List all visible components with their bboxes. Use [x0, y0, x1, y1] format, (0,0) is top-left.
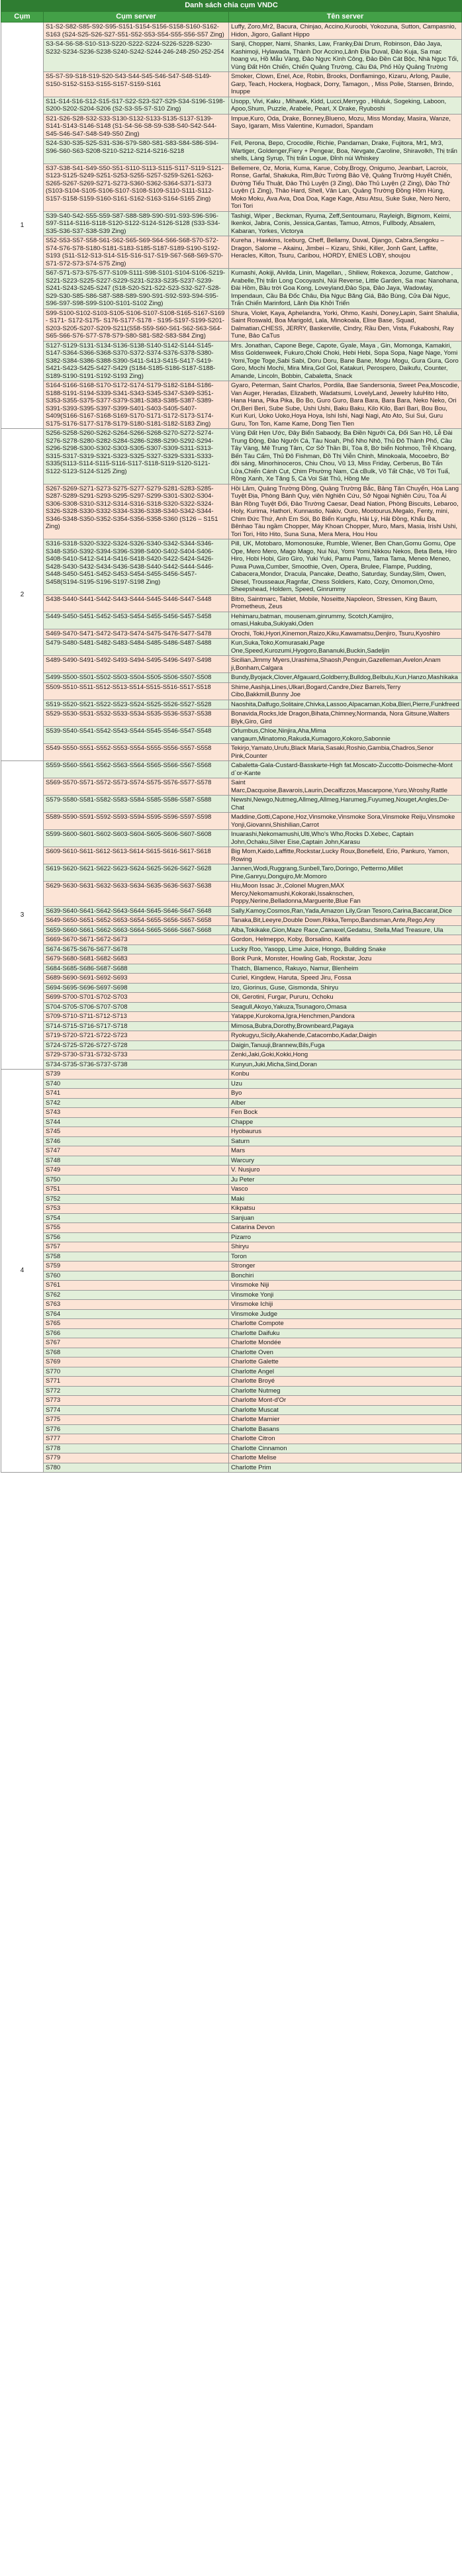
server-list-cell: S744 — [44, 1117, 229, 1127]
server-names-cell: Fen Bock — [229, 1108, 462, 1118]
server-names-cell: Fell, Perona, Bepo, Crocodile, Richie, Pandaman, Drake, Fujitora, Mr1, Mr3, Wartiger, Goldenger,Fiery + Pengear, Boa, Nevgate,Caroline, Shiravolkh, Thị trấn shells, Làng Syrup, Thị trấn Logue, Đỉnh núi Whiskey — [229, 139, 462, 164]
table-row — [1, 1415, 462, 1425]
table-title: Danh sách chia cụm VNDC — [1, 1, 462, 12]
table-row — [1, 964, 462, 974]
table-row — [1, 1309, 462, 1319]
table-row — [1, 1175, 462, 1185]
table-row — [1, 236, 462, 269]
server-names-cell: Sanji, Chopper, Nami, Shanks, Law, Franky,Đài Drum, Robinson, Đảo Jaya, Kashimoji, Hylawada, Thành Dor Accino,Lãnh Địa Duval, Đảo Kuja, Sa mạc hoang vu, Hồ Mẫu Vàng, Đảo Ngực Kình Công, Đảo Đền Cát Bộc, Nhà Ngục Tối, Vùng Đất Hôn Chiến, Chiến Quảng Trường, Cầu Đá, Phố Hủy Quảng Trường — [229, 40, 462, 72]
table-row — [1, 1271, 462, 1281]
server-list-cell: S99-S100-S102-S103-S105-S106-S107-S108-S165-S167-S169 - S171- S172-S175- S176-S177-S178 - S195-S197-S199-S201-S203-S205-S207-S209-S211(S58-S59-S60-S61-S62-S63-S64-S65-S66-S76-S77-S78-S79-S80-S81-S82-S83-S84 Zing) — [44, 308, 229, 341]
table-row — [1, 673, 462, 683]
server-list-cell: S11-S14-S16-S12-S15-S17-S22-S23-S27-S29-S34-S196-S198-S200-S202-S204-S206 (S2-S3-S5-S7-S10 Zing) — [44, 97, 229, 114]
server-names-cell: Vinsmoke Ichiji — [229, 1300, 462, 1310]
server-list-cell: S39-S40-S42-S55-S59-S87-S88-S89-S90-S91-S93-S96-S96-S97-S114-S116-S118-S120-S122-S124-S126-S128 (S33-S34-S35-S36-S37-S38-S39 Zing) — [44, 211, 229, 236]
server-list-cell: S67-S71-S73-S75-S77-S109-S111-S98-S101-S104-S106-S219-S221-S223-S225-S227-S229-S231-S233-S235-S237-S239-S241-S243-S245-S247 (S18-S20-S21-S22-S23-S32-S27-S28-S29-S30-S85-S86-S87-S88-S89-S90-S91-S92-S93-S94-S95-S96-S97-S98-S99-S100-S101-S102 Zing) — [44, 269, 229, 309]
table-row — [1, 40, 462, 72]
table-row — [1, 429, 462, 484]
server-list-cell: S699-S700-S701-S702-S703 — [44, 993, 229, 1003]
server-names-cell: Toron — [229, 1252, 462, 1262]
table-row — [1, 1146, 462, 1156]
server-list-cell: S52-S53-S57-S58-S61-S62-S65-S69-S64-S66-S68-S70-S72-S74-S76-S78-S180-S181-S183-S185-S187-S189-S190-S192-S193 (S11-S12-S13-S14-S15-S16-S17-S19-S67-S68-S69-S70-S71-S72-S73-S74-S75 Zing) — [44, 236, 229, 269]
table-row — [1, 1089, 462, 1099]
server-list-cell: S776 — [44, 1424, 229, 1434]
table-row — [1, 925, 462, 935]
server-list-cell: S778 — [44, 1444, 229, 1453]
server-names-cell: Yatappe,Kurokoma,Igra,Henchmen,Pandora — [229, 1012, 462, 1022]
server-names-cell: Shura, Violet, Kaya, Aphelandra, Yorki, Ohmo, Kashi, Doney,Lapin, Saint Shalulia, Saint Roswald, Boa Marigold, Lala, Minokoala, Elise Base, Squad, Dalmatian,CHESS, JERRY, Baskerville, Cindry, Rầu Đen, Vista, Fukaboshi, Ray Tune, Bảo CaTus — [229, 308, 462, 341]
server-names-cell: Stronger — [229, 1262, 462, 1271]
table-row — [1, 813, 462, 830]
server-names-cell: Izo, Giorinus, Guse, Gismonda, Shiryu — [229, 983, 462, 993]
server-names-cell: Maki — [229, 1194, 462, 1204]
server-names-cell: Luffy, Zoro,Mr2, Bacura, Chinjao, Accino,Kuroobi, Yokozuna, Sutton, Campasnio, Hidon, Jigoro, Gallant Hippo — [229, 23, 462, 40]
table-row — [1, 1127, 462, 1137]
table-row — [1, 906, 462, 916]
server-names-cell: Charlotte Nutmeg — [229, 1386, 462, 1396]
server-list-cell: S751 — [44, 1185, 229, 1195]
server-list-cell: S743 — [44, 1108, 229, 1118]
server-list-cell: S24-S30-S35-S25-S31-S36-S79-S80-S81-S83-S84-S86-S94-S96-S60-S63-S208-S210-S212-S214-S216-S218 — [44, 139, 229, 164]
table-row — [1, 1040, 462, 1050]
server-list-cell: S37-S38-S41-S49-S50-S51-S110-S113-S115-S117-S119-S121-S123-S125-S249-S251-S253-S255-S257-S259-S261-S263-S265-S267-S269-S271-S273-S360-S362-S364-S371-S373 (S103-S104-S105-S106-S107-S108-S109-S110-S111-S112-S157-S158-S159-S160-S161-S162-S163-S164-S165 Zing) — [44, 163, 229, 211]
server-list-cell: S549-S550-S551-S552-S553-S554-S555-S556-S557-S558 — [44, 744, 229, 761]
server-names-cell: Smoker, Clown, Enel, Ace, Robin, Brooks, Donflamingo, Kizaru, Arlong, Paulie, Garp, Teach, Hockera, Hogback, Dorry, Tamagon, , Miss Polie, Stansen, Brindo, Inuppe — [229, 72, 462, 97]
server-list-cell: S684-S685-S686-S687-S688 — [44, 964, 229, 974]
server-list-cell: S756 — [44, 1232, 229, 1242]
server-names-cell: Daigin,Tanuuji,Brannew,Bils,Fuga — [229, 1040, 462, 1050]
table-row — [1, 484, 462, 539]
table-row — [1, 1386, 462, 1396]
server-list-cell: S509-S510-S511-S512-S513-S514-S515-S516-S517-S518 — [44, 682, 229, 700]
server-names-cell: Charlotte Daifuku — [229, 1328, 462, 1338]
server-names-cell: Bellemere, Oz, Moria, Kuma, Karue, Coby,Brogy, Onigumo, Jeanbart, Lacroix, Ronse, Garfal, Shakuka, Rim,Bức Tường Bảo Vệ, Quảng Trường Huyết Chiến, Đường Tiểu Thuật, Đảo Thủ Luyện (3 Zing), Đảo Thủ Luyện (2 Zing), Đảo Thử Luyện (1 Zing), Thảo Hard, Shell, Vân Lan, Quảng Trường Đồng Hồm Hùng, Moko Moku, Ava Ava, Doa Doa, Kage Kage, Atsu Atsu, Suke Suke, Nero Nero, Tori Tori — [229, 163, 462, 211]
table-row — [1, 1002, 462, 1012]
table-row — [1, 761, 462, 778]
table-row — [1, 341, 462, 381]
server-list-cell: S479-S480-S481-S482-S483-S484-S485-S486-S487-S488 — [44, 639, 229, 656]
table-row — [1, 308, 462, 341]
server-list-cell: S764 — [44, 1309, 229, 1319]
table-row — [1, 612, 462, 629]
server-list-cell: S775 — [44, 1415, 229, 1425]
table-row — [1, 539, 462, 595]
server-names-cell: Charlotte Mondée — [229, 1338, 462, 1348]
server-names-cell: Kureha , Hawkins, Iceburg, Cheff, Bellamy, Duval, Django, Cabra,Sengoku – Dragon, Salome – Akainu, Jimbei – Kizaru, Shiki, Killer, Jonh Gant, Laffite, Heracles, Kilton, Tsuru, Caribou, HORDY, ENIES LOBY, shoujou — [229, 236, 462, 269]
table-row — [1, 1328, 462, 1338]
table-row — [1, 700, 462, 710]
header-servers: Cụm server — [44, 11, 229, 23]
server-names-cell: Charlotte Muscat — [229, 1405, 462, 1415]
table-row — [1, 974, 462, 984]
server-names-cell: Pizarro — [229, 1232, 462, 1242]
server-list-cell: S740 — [44, 1079, 229, 1089]
server-cluster-table — [1, 0, 462, 1473]
server-list-cell: S674-S675-S676-S677-S678 — [44, 944, 229, 954]
server-list-cell: S745 — [44, 1127, 229, 1137]
server-names-cell: Maddine,Gotti,Capone,Hoz,Vinsmoke,Vinsmoke Sora,Vinsmoke Reiju,Vinsmoke Yonji,Giovanni,Shishilian,Carrot — [229, 813, 462, 830]
table-row — [1, 983, 462, 993]
server-names-cell: Usopp, Vivi, Kaku , Mihawk, Kidd, Lucci,Merrygo , Hiluluk, Sogeking, Laboon, Apoo,Shum, Puzzle, Arabele, Pearl, X Drake, Ryuboshi — [229, 97, 462, 114]
server-names-cell: Tanaka,Bit,Leeyre,Double Down,Rikka,Tempo,Bandsman,Ante,Rego,Any — [229, 916, 462, 926]
server-names-cell: Byo — [229, 1089, 462, 1099]
server-list-cell: S659-S660-S661-S662-S663-S664-S665-S666-S667-S668 — [44, 925, 229, 935]
server-names-cell: Tashigi, Wiper , Beckman, Ryuma, Zeff,Sentoumaru, Rayleigh, Bigmom, Keimi, Ikenkoi, Jabra, Conis, Jessica,Gantas, Tamuo, Atmos, Fullbody, Absalem, Kabaran, Yorkes, Victorya — [229, 211, 462, 236]
server-list-cell: S755 — [44, 1223, 229, 1233]
table-row — [1, 1242, 462, 1252]
server-names-cell: Alber — [229, 1098, 462, 1108]
header-row — [1, 11, 462, 23]
table-row — [1, 1213, 462, 1223]
server-names-cell: Kun,Suka,Toko,Komurasaki,Page One,Speed,Kurozumi,Hyogoro,Bananuki,Buckin,Sadeljin — [229, 639, 462, 656]
table-row — [1, 1136, 462, 1146]
table-row — [1, 1031, 462, 1041]
server-names-cell: Charlotte Citron — [229, 1434, 462, 1444]
server-names-cell: Hiu,Moon Issac Jr.,Colonel Mugren,MAX Mercy,Nekomamushi,Kokoraki,Issaknschen, Poppy,Nerine,Belladonna,Marguerite,Blue Fan — [229, 882, 462, 907]
server-list-cell: S714-S715-S716-S717-S718 — [44, 1021, 229, 1031]
server-list-cell: S316-S318-S320-S322-S324-S326-S340-S342-S344-S346-S348-S350-S392-S394-S396-S398-S400-S402-S404-S406-S408-S410-S412-S414-S416-S418-S420-S422-S424-S426-S428-S430-S432-S434-S436-S438-S440-S442-S444-S446-S448-S450-S451-S452-S453-S454-S455-S456-S457-S458(S194-S195-S196-S197-S198 Zing) — [44, 539, 229, 595]
table-row — [1, 1300, 462, 1310]
table-row — [1, 1021, 462, 1031]
header-group: Cụm — [1, 11, 44, 23]
server-names-cell: Alba,Tokikake,Gion,Maze Race,Camaxel,Gedatsu, Stella,Mad Treasure, Ula — [229, 925, 462, 935]
server-list-cell: S760 — [44, 1271, 229, 1281]
table-row — [1, 639, 462, 656]
server-list-cell: S767 — [44, 1338, 229, 1348]
table-row — [1, 139, 462, 164]
server-names-cell: Saturn — [229, 1136, 462, 1146]
server-list-cell: S164-S166-S168-S170-S172-S174-S179-S182-S184-S186-S188-S191-S194-S339-S341-S343-S345-S347-S349-S351-S353-S355-S375-S377-S379-S381-S383-S385-S387-S389-S391-S393-S395-S397-S399-S401-S403-S405-S407-S409(S166-S167-S168-S169-S170-S171-S172-S173-S174-S175-S176-S177-S178-S179-S180-S181-S182-S183 Zing) — [44, 381, 229, 429]
table-row — [1, 796, 462, 813]
server-names-cell: Curiel, Kingdew, Haruta, Speed Jiru, Fossa — [229, 974, 462, 984]
table-row — [1, 1060, 462, 1070]
server-list-cell: S762 — [44, 1290, 229, 1300]
server-names-cell: Seagull,Akoyo,Yakuza,Tsunagoro,Omasa — [229, 1002, 462, 1012]
server-names-cell: Naoshita,Dalfugo,Solitaire,Chivka,Lassoo,Alpacaman,Koba,Bleri,Pierre,Funkfreed — [229, 700, 462, 710]
server-list-cell: S773 — [44, 1396, 229, 1406]
server-list-cell: S749 — [44, 1166, 229, 1175]
server-list-cell: S3-S4-S6-S8-S10-S13-S220-S222-S224-S226-S228-S230-S232-S234-S236-S238-S240-S242-S244-246-248-250-252-254 — [44, 40, 229, 72]
table-row — [1, 114, 462, 139]
server-names-cell: Charlotte Compote — [229, 1319, 462, 1329]
server-names-cell: Charlotte Mont-d'Or — [229, 1396, 462, 1406]
server-list-cell: S770 — [44, 1367, 229, 1377]
table-row — [1, 1281, 462, 1291]
server-names-cell: Charlotte Prim — [229, 1463, 462, 1473]
table-row — [1, 629, 462, 639]
server-list-cell: S746 — [44, 1136, 229, 1146]
server-list-cell: S766 — [44, 1328, 229, 1338]
table-row — [1, 1223, 462, 1233]
server-names-cell: Hehimaru,batman, mousenam,ginrummy, Scotch,Kamijiro, omasi,Hakuba,Sukiyaki,Oden — [229, 612, 462, 629]
server-list-cell: S761 — [44, 1281, 229, 1291]
server-names-cell: Charlotte Oven — [229, 1348, 462, 1357]
server-names-cell: Bonavida,Rocks,Ide Dragon,Bihata,Chimney,Normanda, Nora Gitsune,Walters Blyk,Giro, Gird — [229, 710, 462, 727]
server-names-cell: Orochi, Toki,Hyori,Kinemon,Raizo,Kiku,Kawamatsu,Denjiro, Tsuru,Kyoshiro — [229, 629, 462, 639]
server-list-cell: S438-S440-S441-S442-S443-S444-S445-S446-S447-S448 — [44, 594, 229, 612]
server-names-cell: Charlotte Cinnamon — [229, 1444, 462, 1453]
server-names-cell: Saint Marc,Dacquoise,Bavarois,Laurin,Decalfizzos,Mascarpone,Yuro,Wroshy,Rattle — [229, 778, 462, 796]
server-list-cell: S739 — [44, 1070, 229, 1080]
server-names-cell: Konbu — [229, 1070, 462, 1080]
server-list-cell: S21-S26-S28-S32-S33-S130-S132-S133-S135-S137-S139-S141-S143-S146-S148 (S1-S4-S6-S8-S9-S38-S40-S42-S44-S45-S46-S47-S48-S49-S50 Zing) — [44, 114, 229, 139]
server-list-cell: S742 — [44, 1098, 229, 1108]
server-names-cell: Chappe — [229, 1117, 462, 1127]
table-row — [1, 954, 462, 964]
server-list-cell: S757 — [44, 1242, 229, 1252]
table-row — [1, 916, 462, 926]
table-row — [1, 830, 462, 847]
server-names-cell: Vasco — [229, 1185, 462, 1195]
server-list-cell: S256-S258-S260-S262-S264-S266-S268-S270-S272-S274-S276-S278-S280-S282-S284-S286-S288-S290-S292-S294-S296-S298-S300-S302-S303-S305-S307-S309-S311-S313-S315-S317-S319-S321-S323-S325-S327-S329-S331-S333-S335(S113-S114-S115-S116-S117-S118-S119-S120-S121-S122-S123-S124-S125 Zing) — [44, 429, 229, 484]
server-list-cell: S741 — [44, 1089, 229, 1099]
server-list-cell: S747 — [44, 1146, 229, 1156]
server-names-cell: V. Nusjuro — [229, 1166, 462, 1175]
server-list-cell: S469-S470-S471-S472-S473-S474-S475-S476-S477-S478 — [44, 629, 229, 639]
server-list-cell: S694-S695-S696-S697-S698 — [44, 983, 229, 993]
server-list-cell: S777 — [44, 1434, 229, 1444]
table-row — [1, 935, 462, 945]
table-row — [1, 1444, 462, 1453]
server-names-cell: Thatch, Blamenco, Rakuyo, Namur, Blenheim — [229, 964, 462, 974]
server-list-cell: S689-S690-S691-S692-S693 — [44, 974, 229, 984]
server-names-cell: Vinsmoke Yonji — [229, 1290, 462, 1300]
server-names-cell: Charlotte Melise — [229, 1453, 462, 1463]
server-names-cell: Mrs. Jonathan, Capone Bege, Capote, Gyale, Maya , Gin, Momonga, Kamakiri, Miss Goldenweek, Fukuro,Choki Choki, Hebi Hebi, Sopa Sopa, Nage Nage, Yomi Yomi,Toge Toge,Sabi Sabi, Doru Doru, Bane Bane, Mogu Mogu, Gura Gura, Goro Goro, Mochi Mochi, Mira Mira,Gol Gol, Katakuri, Perospero, Daikufu, Counter, Amande, Lincoln, Bobbin, Cabaletta, Snack — [229, 341, 462, 381]
table-row — [1, 1262, 462, 1271]
server-names-cell: Vùng Đất Hẹn Ước, Đây Biển Sabaody, Ba Điền Ngưỡi Cá, Đối San Hồ, Lễ Đài Trung Động, Đảo Ngưởi Cá, Tàu Noah, Phố Nho Nhô, Thủ Đô Thành Phố, Cầu Tây Vàng, Mê Trung Tâm, Cơ Sở Thần Bí, Tòa 8, Bờ biển Nohmoo, Trễ Khoang, Bến Tàu Cấm, Thủ Đô Fishman, Đồ Thị Viễn Chinh, Minokoala, Mocoebro, Bờ đồi sáng, Minorhinoceros, Chiu Chou, Vũ 13, Miss Friday, Cerberus, Bò Tấn Lửa,Chiến Cánh Cụt, Chim Phường Nam, Cá cBulk, Võ Tất Chặc, Võ Tới Tuấ, Rồng Xanh, Xe Tăng 5, Cá Voi Sát Thủ, Hồng Me — [229, 429, 462, 484]
group-label: 4 — [1, 1070, 44, 1473]
server-list-cell: S489-S490-S491-S492-S493-S494-S495-S496-S497-S498 — [44, 656, 229, 673]
table-row — [1, 864, 462, 882]
server-names-cell: Bitro, Saintmarc, Tablet, Mobile, Noseitte,Napoleon, Stressen, King Baum, Prometheus, Zeus — [229, 594, 462, 612]
server-list-cell: S1-S2-S82-S85-S92-S95-S151-S154-S156-S158-S160-S162-S163 (S24-S25-S26-S27-S51-S52-S53-S54-S55-S56-S57 Zing) — [44, 23, 229, 40]
server-names-cell: Ryokugyu,Sicily,Akahende,Catacombo,Kadar,Daigin — [229, 1031, 462, 1041]
table-row — [1, 97, 462, 114]
server-list-cell: S629-S630-S631-S632-S633-S634-S635-S636-S637-S638 — [44, 882, 229, 907]
server-list-cell: S589-S590-S591-S592-S593-S594-S595-S596-S597-S598 — [44, 813, 229, 830]
server-names-cell: Mars — [229, 1146, 462, 1156]
table-row — [1, 1156, 462, 1166]
server-list-cell: S639-S640-S641-S642-S643-S644-S645-S646-S647-S648 — [44, 906, 229, 916]
server-names-cell: Zenki,Jaki,Goki,Kokki,Hong — [229, 1050, 462, 1060]
server-names-cell: Pill, UK, Motobaro, Momonosuke, Rumble, Wiener, Ben Chan,Gomu Gomu, Ope Ope, Mero Mero, Mago Mago, Nui Nui, Yomi Yomi,Nikkou Nekos, Beta Beta, Hiro Hiro, Hobi Hobi, Giro Giro, Yuki Yuki, Pamu Pamu, Tama Tama, Meneo Meneo, Puwa Puwa,Cumber, Smoothie, Oven, Opera, Brulee, Flampe, Pudding, Cabacera,Mondor, Dracula, Pancake, Deatho, Saturday, Sunday,Slim, Owen, Diesel, Trousseaux,Ragnfar, Chess Soldiers, Kato, Cozy, Omomon,Omo, Sheepshead, Holdem, Speed, Ginrummy — [229, 539, 462, 595]
server-names-cell: Uzu — [229, 1079, 462, 1089]
server-names-cell: Jannen,Wodi,Ruggrang,Sunbell,Taro,Doringo, Pettermo,Millet Pine,Ganryu,Dongujro,Mr.Momoro — [229, 864, 462, 882]
server-list-cell: S679-S680-S681-S682-S683 — [44, 954, 229, 964]
server-names-cell: Gordon, Helmeppo, Koby, Borsalino, Kalifa — [229, 935, 462, 945]
table-row — [1, 1424, 462, 1434]
group-label: 3 — [1, 761, 44, 1070]
table-row — [1, 882, 462, 907]
table-row — [1, 1357, 462, 1367]
table-row — [1, 656, 462, 673]
table-row — [1, 1338, 462, 1348]
table-row — [1, 1405, 462, 1415]
server-names-cell: Kumashi, Aokiji, Alvilda, Linin, Magellan, , Shiliew, Rokexca, Jozume, Gatchow , Arabelle,Thị trấn Long Cocoyashi, Núi Reverse, Little Garden, Sa mạc Nanohana, Đài Hồm, Bầu trời Goa Kong, Loveyland,Đảo Spa, Đảo Jaya, Wadowlay, Impendaun, Cầu Bá Đốc Châu, Địa Ngục Băng Giá, Bão Bùng, Cửa Đài Ngục, Trấn Chiến Marinford, Lãnh Địa Khởi Triển — [229, 269, 462, 309]
server-names-cell: Sanjuan — [229, 1213, 462, 1223]
server-list-cell: S449-S450-S451-S452-S453-S454-S455-S456-S457-S458 — [44, 612, 229, 629]
server-names-cell: Vinsmoke Niji — [229, 1281, 462, 1291]
table-row — [1, 944, 462, 954]
server-list-cell: S579-S580-S581-S582-S583-S584-S585-S586-S587-S588 — [44, 796, 229, 813]
table-row — [1, 1108, 462, 1118]
server-list-cell: S127-S129-S131-S134-S136-S138-S140-S142-S144-S145-S147-S364-S366-S368-S370-S372-S374-S376-S378-S380-S382-S384-S386-S388-S390-S411-S413-S415-S417-S419-S421-S423-S425-S427-S429 (S184-S185-S186-S187-S188-S189-S190-S191-S192-S193 Zing) — [44, 341, 229, 381]
server-names-cell: Vinsmoke Judge — [229, 1309, 462, 1319]
server-list-cell: S719-S720-S721-S722-S723 — [44, 1031, 229, 1041]
server-list-cell: S729-S730-S731-S732-S733 — [44, 1050, 229, 1060]
server-names-cell: Oli, Gerotini, Furgar, Pururu, Ochoku — [229, 993, 462, 1003]
server-list-cell: S769 — [44, 1357, 229, 1367]
server-list-cell: S619-S620-S621-S622-S623-S624-S625-S626-S627-S628 — [44, 864, 229, 882]
table-row — [1, 1367, 462, 1377]
server-list-cell: S779 — [44, 1453, 229, 1463]
server-names-cell: Bonchiri — [229, 1271, 462, 1281]
server-names-cell: Charlotte Broyé — [229, 1377, 462, 1387]
server-names-cell: Big Mom,Kaido,Laffitte,Rockstar,Lucky Roux,Bonefield, Erio, Pankuro, Yamon, Rowing — [229, 847, 462, 864]
server-names-cell: Newshi,Newgo,Nutmeg,Allmeg,Allmeg,Harumeg,Fuyumeg,Nouget,Angles,De-Chat — [229, 796, 462, 813]
table-row — [1, 1232, 462, 1242]
table-row — [1, 1434, 462, 1444]
server-list-cell: S5-S7-S9-S18-S19-S20-S43-S44-S45-S46-S47-S48-S149-S150-S152-S153-S155-S157-S159-S161 — [44, 72, 229, 97]
server-list-cell: S780 — [44, 1463, 229, 1473]
table-row — [1, 1012, 462, 1022]
server-names-cell: Catarina Devon — [229, 1223, 462, 1233]
server-list-cell: S599-S600-S601-S602-S603-S604-S605-S606-S607-S608 — [44, 830, 229, 847]
server-list-cell: S649-S650-S651-S652-S653-S654-S655-S656-S657-S658 — [44, 916, 229, 926]
server-list-cell: S750 — [44, 1175, 229, 1185]
server-names-cell: Hyobaurus — [229, 1127, 462, 1137]
server-list-cell: S774 — [44, 1405, 229, 1415]
group-label: 2 — [1, 429, 44, 761]
table-row — [1, 847, 462, 864]
table-row — [1, 1194, 462, 1204]
table-row — [1, 727, 462, 744]
table-row — [1, 269, 462, 309]
server-list-cell: S758 — [44, 1252, 229, 1262]
table-row — [1, 163, 462, 211]
table-row — [1, 381, 462, 429]
table-row — [1, 682, 462, 700]
server-list-cell: S569-S570-S571-S572-S573-S574-S575-S576-S577-S578 — [44, 778, 229, 796]
table-row — [1, 1070, 462, 1080]
server-list-cell: S768 — [44, 1348, 229, 1357]
server-names-cell: Ju Peter — [229, 1175, 462, 1185]
server-list-cell: S754 — [44, 1213, 229, 1223]
table-row — [1, 744, 462, 761]
table-row — [1, 72, 462, 97]
table-row — [1, 594, 462, 612]
server-names-cell: Inuarashi,Nekomamushi,Ulti,Who's Who,Rocks D.Xebec, Captain John,Ochaku,Silver Eise,Captain John,Karasu — [229, 830, 462, 847]
server-names-cell: Hồi Lâm, Quảng Trường Đồng, Quảng Trường Bắc, Bảng Tân Chuyển, Hóa Lang Tuyệt Địa, Phòng Bánh Quy, viên Nghiên Cứu, Sở Ngoại Nghiên Cứu, Tòa Ái Bản Rồng Tuyệt Đối, Đảo Trường Caesar, Dead Nation, Phòng Biscuits, Lebaroo, Holy, Kurima, Hathori, Kunnastio, Nakiv, Ouro, Mootourus,Megalo, Fenty, mini, Chim Đức Thứ, Anh Em Sói, Bò Biển Kungfu, Hải Lý, Hải Đồng, Khẩu Đa, Bênhao Tàu ngầm Chopper, Máy Khoan Chopper, Muro, Mars, Masia, Irishi Ushi, Tori Tori, Hito Hito, Suna Suna, Mera Mera, Hou Hou — [229, 484, 462, 539]
server-names-cell: Warcury — [229, 1156, 462, 1166]
group-label: 1 — [1, 23, 44, 429]
table-row — [1, 1319, 462, 1329]
table-row — [1, 1079, 462, 1089]
server-names-cell: Tekirjo,Yamato,Urufu,Black Maria,Sasaki,Roshio,Gambia,Chadros,Senor Pink,Counter — [229, 744, 462, 761]
server-names-cell: Kunyun,Juki,Micha,Sind,Doran — [229, 1060, 462, 1070]
server-names-cell: Orlumbus,Chloe,Ninjira,Aha,Mima vangaum,Minatomo,Rakuda,Kumagoro,Kokoro,Sabonnie — [229, 727, 462, 744]
table-row — [1, 1166, 462, 1175]
server-list-cell: S765 — [44, 1319, 229, 1329]
server-names-cell: Mimosa,Bubra,Dorothy,Brownbeard,Pagaya — [229, 1021, 462, 1031]
server-names-cell: Charlotte Angel — [229, 1367, 462, 1377]
server-names-cell: Kikpatsu — [229, 1204, 462, 1214]
server-list-cell: S734-S735-S736-S737-S738 — [44, 1060, 229, 1070]
server-names-cell: Sally,Kamoy,Cosmos,Ran,Yada,Amazon Lily,Gran Tesoro,Carina,Baccarat,Dice — [229, 906, 462, 916]
server-list-cell: S499-S500-S501-S502-S503-S504-S505-S506-S507-S508 — [44, 673, 229, 683]
table-row — [1, 23, 462, 40]
table-row — [1, 1463, 462, 1473]
server-list-cell: S709-S710-S711-S712-S713 — [44, 1012, 229, 1022]
table-row — [1, 993, 462, 1003]
server-list-cell: S753 — [44, 1204, 229, 1214]
table-row — [1, 1290, 462, 1300]
table-row — [1, 778, 462, 796]
server-list-cell: S752 — [44, 1194, 229, 1204]
server-names-cell: Charlotte Marnier — [229, 1415, 462, 1425]
server-names-cell: Charlotte Galette — [229, 1357, 462, 1367]
server-list-cell: S609-S610-S611-S612-S613-S614-S615-S616-S617-S618 — [44, 847, 229, 864]
server-list-cell: S559-S560-S561-S562-S563-S564-S565-S566-S567-S568 — [44, 761, 229, 778]
server-names-cell: Gyaro, Peterman, Saint Charlos, Pordila, Bae Sandersonia, Sweet Pea,Moscodie, Van Auger, Heradas, Elizabeth, Wadatsumi, LovelyLand, Jewelry luluHito Hito, Hana Hana, Pika Pika, Bo Bo, Guro Guro, Bara Bara, Bara Bara, Neko Neko, Ori Ori,Beri Beri, Sube Sube, Ushi Ushi, Baku Baku, Kilo Kilo, Bari Bari, Bou Bou, Kuri Kuri, Uoko Uoko,Hoya Hoya, Ishi Ishi, Nagi Nagi, Ato Ato, Sui Sui, Guru Guru, Ton Ton, Kame Kame, Dong Tien Tien — [229, 381, 462, 429]
table-row — [1, 1377, 462, 1387]
server-list-cell: S759 — [44, 1262, 229, 1271]
server-list-cell: S763 — [44, 1300, 229, 1310]
server-list-cell: S772 — [44, 1386, 229, 1396]
header-names: Tên server — [229, 11, 462, 23]
table-row — [1, 710, 462, 727]
server-names-cell: Shime,Aashja,Lines,Ulkari,Bogard,Candre,Diez Barrels,Terry Cibo,Bakkmill,Bunny Joe — [229, 682, 462, 700]
server-list-cell: S669-S670-S671-S672-S673 — [44, 935, 229, 945]
server-names-cell: Charlotte Basans — [229, 1424, 462, 1434]
table-row — [1, 1252, 462, 1262]
server-list-cell: S771 — [44, 1377, 229, 1387]
server-names-cell: Shiryu — [229, 1242, 462, 1252]
table-row — [1, 1348, 462, 1357]
table-row — [1, 1453, 462, 1463]
server-list-cell: S748 — [44, 1156, 229, 1166]
table-row — [1, 211, 462, 236]
table-row — [1, 1050, 462, 1060]
server-list-cell: S519-S520-S521-S522-S523-S524-S525-S526-S527-S528 — [44, 700, 229, 710]
table-row — [1, 1396, 462, 1406]
server-list-cell: S724-S725-S726-S727-S728 — [44, 1040, 229, 1050]
server-names-cell: Impue,Kuro, Oda, Drake, Bonney,Blueno, Mozu, Miss Monday, Masira, Wanze, Sayo, Igaram, Miss Valentine, Kumadori, Spandam — [229, 114, 462, 139]
server-names-cell: Lucky Roo, Yasopp, Lime Juice, Hongo, Building Snake — [229, 944, 462, 954]
table-row — [1, 1117, 462, 1127]
server-list-cell: S539-S540-S541-S542-S543-S544-S545-S546-S547-S548 — [44, 727, 229, 744]
table-row — [1, 1098, 462, 1108]
table-row — [1, 1185, 462, 1195]
table-title-row — [1, 1, 462, 12]
server-names-cell: Bonk Punk, Monster, Howling Gab, Rockstar, Jozu — [229, 954, 462, 964]
server-names-cell: Cabaletta-Gala-Custard-Basskarte-High fat.Moscato-Zuccotto-Doismeche-Mont d`or-Kante — [229, 761, 462, 778]
server-list-cell: S529-S530-S531-S532-S533-S534-S535-S536-S537-S538 — [44, 710, 229, 727]
table-row — [1, 1204, 462, 1214]
server-names-cell: Sicilian,Jimmy Myers,Urashima,Shaosh,Penguin,Gazelleman,Avelon,Anam ji,Bonham,Calgara — [229, 656, 462, 673]
server-list-cell: S704-S705-S706-S707-S708 — [44, 1002, 229, 1012]
server-names-cell: Bundy,Byojack,Clover,Afgauard,Goldberry,Bulldog,Belbulu,Kun,Hanzo,Mashikaka — [229, 673, 462, 683]
server-list-cell: S267-S269-S271-S273-S275-S277-S279-S281-S283-S285-S287-S289-S291-S293-S295-S297-S299-S301-S302-S304-S306-S308-S310-S312-S314-S316-S318-S320-S322-S324-S326-S328-S330-S332-S334-S336-S338-S340-S342-S344-S346-S348-S350-S352-S354-S356-S358-S360 (S126 – S151 Zing) — [44, 484, 229, 539]
